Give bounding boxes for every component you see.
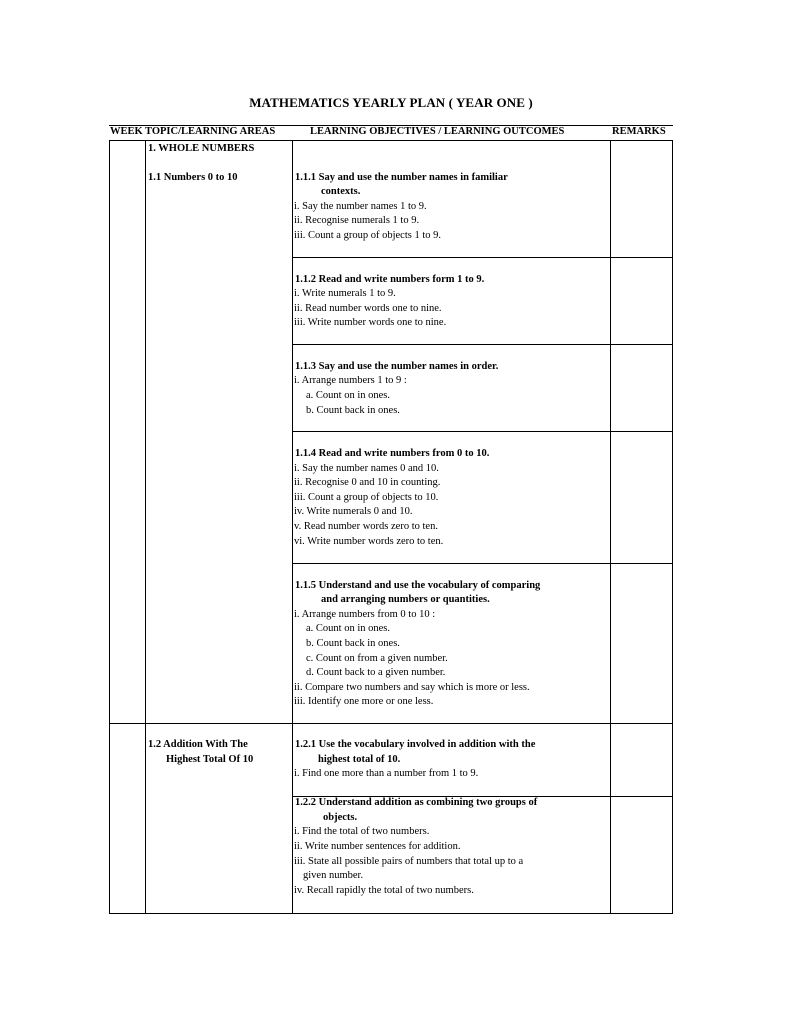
objective-heading: 1.2.1 Use the vocabulary involved in addition with the — [295, 739, 536, 750]
table-right-border — [672, 140, 673, 914]
header-remarks: REMARKS — [612, 126, 666, 137]
outcome-item: ii. Recognise 0 and 10 in counting. — [294, 477, 441, 488]
outcome-item: iii. Write number words one to nine. — [294, 317, 447, 328]
outcome-item: i. Find the total of two numbers. — [294, 826, 430, 837]
objective-heading: 1.2.2 Understand addition as combining two groups of — [295, 797, 538, 808]
column-divider — [292, 140, 293, 914]
outcome-sub-item: a. Count on in ones. — [306, 390, 390, 401]
topic-whole-numbers: 1. WHOLE NUMBERS — [148, 143, 255, 154]
table-left-border — [109, 140, 110, 914]
topic-addition-line-2: Highest Total Of 10 — [166, 754, 254, 765]
outcome-sub-item: c. Count on from a given number. — [306, 653, 448, 664]
column-divider — [610, 140, 611, 914]
outcome-sub-item: b. Count back in ones. — [306, 638, 400, 649]
row-divider — [292, 431, 673, 432]
document-title: MATHEMATICS YEARLY PLAN ( YEAR ONE ) — [249, 95, 533, 110]
outcome-item: vi. Write number words zero to ten. — [294, 536, 444, 547]
row-divider — [292, 563, 673, 564]
topic-addition-line-1: 1.2 Addition With The — [148, 739, 248, 750]
outcome-item: i. Say the number names 0 and 10. — [294, 463, 439, 474]
objective-heading: 1.1.5 Understand and use the vocabulary of comparing — [295, 580, 541, 591]
objective-heading: 1.1.4 Read and write numbers from 0 to 10. — [295, 448, 490, 459]
outcome-item: ii. Recognise numerals 1 to 9. — [294, 215, 420, 226]
objective-heading: 1.1.1 Say and use the number names in familiar — [295, 172, 508, 183]
outcome-item: iv. Write numerals 0 and 10. — [294, 506, 413, 517]
row-divider — [292, 257, 673, 258]
header-week: WEEK — [110, 126, 143, 137]
objective-heading: 1.1.3 Say and use the number names in order. — [295, 361, 499, 372]
outcome-item: iii. Count a group of objects 1 to 9. — [294, 230, 441, 241]
objective-heading-cont: contexts. — [321, 186, 361, 197]
outcome-item: i. Write numerals 1 to 9. — [294, 288, 396, 299]
objective-heading-cont: highest total of 10. — [318, 754, 401, 765]
outcome-sub-item: a. Count on in ones. — [306, 623, 390, 634]
column-divider — [145, 140, 146, 914]
outcome-item: i. Arrange numbers from 0 to 10 : — [294, 609, 436, 620]
outcome-item: i. Find one more than a number from 1 to 9. — [294, 768, 479, 779]
outcome-item: iii. Count a group of objects to 10. — [294, 492, 439, 503]
topic-numbers-0-10: 1.1 Numbers 0 to 10 — [148, 172, 238, 183]
objective-heading-cont: and arranging numbers or quantities. — [321, 594, 490, 605]
outcome-item: iii. State all possible pairs of numbers that total up to a — [294, 856, 524, 867]
week-divider — [109, 723, 673, 724]
header-objectives: LEARNING OBJECTIVES / LEARNING OUTCOMES — [310, 126, 565, 137]
header-bottom-border — [109, 140, 673, 141]
outcome-sub-item: d. Count back to a given number. — [306, 667, 446, 678]
outcome-item: iv. Recall rapidly the total of two numbers. — [294, 885, 474, 896]
outcome-sub-item: b. Count back in ones. — [306, 405, 400, 416]
outcome-item: ii. Read number words one to nine. — [294, 303, 442, 314]
objective-heading-cont: objects. — [323, 812, 358, 823]
header-topic: TOPIC/LEARNING AREAS — [145, 126, 276, 137]
outcome-item: i. Say the number names 1 to 9. — [294, 201, 427, 212]
outcome-item: iii. Identify one more or one less. — [294, 696, 434, 707]
outcome-item: ii. Compare two numbers and say which is more or less. — [294, 682, 530, 693]
objective-heading: 1.1.2 Read and write numbers form 1 to 9. — [295, 274, 485, 285]
table-bottom-border — [109, 913, 673, 914]
outcome-item: ii. Write number sentences for addition. — [294, 841, 461, 852]
row-divider — [292, 344, 673, 345]
outcome-item: i. Arrange numbers 1 to 9 : — [294, 375, 407, 386]
outcome-item-cont: given number. — [303, 870, 364, 881]
outcome-item: v. Read number words zero to ten. — [294, 521, 438, 532]
